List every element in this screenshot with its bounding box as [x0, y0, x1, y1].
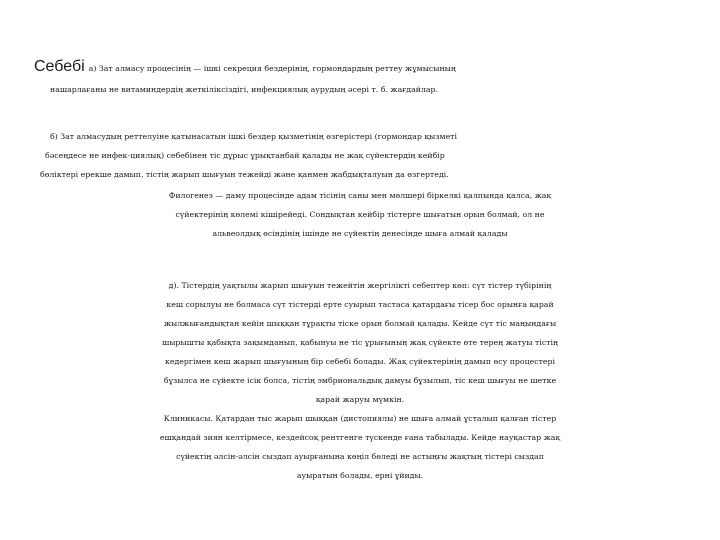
text-line: ауыратын болады, ерні ұйиды. — [296, 471, 424, 480]
text-line: кеш сорылуы не болмаса сүт тістерді ерте суырып тастаса қатардағы тісер бос орынға қарай — [166, 300, 554, 309]
text-line: кедергімен кеш жарып шығуының бір себебі болады. Жақ сүйектерінің дамып өсу процестері — [165, 357, 555, 366]
text-line: б) Зат алмасудың реттелуіне қатынасатын ішкі бездер қызметінің өзгерістері (гормондар қызметі — [50, 132, 457, 141]
text-line: бөліктері ерекше дамып, тістің жарып шығуын тежейді және қанмен жабдықталуын да өзгертеді. — [40, 170, 449, 179]
text-span: а) Зат алмасу процесінің — ішкі секреция бездерінің, гормондардың реттеу жұмысының — [88, 64, 456, 73]
paragraph-phylogenesis — [0, 186, 720, 243]
text-line: альвеолдық өсіндінің ішінде не сүйектің денесінде шыға алмай қалады — [212, 229, 508, 238]
text-line: сүйектің әлсін-әлсін сыздап ауырғанына көңіл бөледі не астыңғы жақтың тістері сыздап — [176, 452, 544, 461]
paragraph-local-causes — [0, 276, 720, 485]
text-line: сүйектерінің көлемі кішірейеді. Сондықтан кейбір тістерге шығатын орын болмай, ол не — [175, 210, 545, 219]
text-line: ешқандай зиян келтірмесе, кездейсоқ рентгенге түскенде ғана табылады. Кейде науқастар жақ — [159, 433, 561, 442]
text-line: қарай жаруы мүмкін. — [315, 395, 405, 404]
text-line: бұзылса не сүйекте ісік болса, тістің эмбриональдық дамуы бұзылып, тіс кеш шығуы не шетке — [163, 376, 557, 385]
text-line: жылжығандықтан кейін шыққан тұрақты тіске орын болмай қалады. Кейде сүт тіс маңындағы — [163, 319, 557, 328]
text-line: нашарлағаны не витаминдердің жеткіліксіздігі, инфекциялық аурудың әсері т. б. жағдайлар. — [50, 85, 439, 94]
text-line: шырышты қабықта зақымданып, қабынуы не тіс ұрығының жақ сүйекте өте терең жатуы тістің — [161, 338, 559, 347]
section-lead-word: Себебі — [34, 58, 85, 75]
paragraph-causes-b — [0, 127, 720, 184]
text-line: Филогенез — даму процесінде адам тісінің саны мен мөлшері біркелкі қалпында қалса, жақ — [168, 191, 552, 200]
text-line: бәсеңдесе не инфек-циялық) себебінен тіс дұрыс ұрықтанбай қалады не жақ сүйектердің кейбір — [45, 151, 445, 160]
paragraph-causes-a — [34, 56, 714, 99]
clinical-heading-line: Клиникасы. Қатардан тыс жарып шыққан (дистопиялы) не шыға алмай ұсталып қалған тістер — [163, 414, 557, 423]
text-line — [34, 56, 714, 80]
text-line: д). Тістердің уақтылы жарып шығуын тежейтін жергілікті себептер көп: сүт тістер түбірінің — [168, 281, 552, 290]
